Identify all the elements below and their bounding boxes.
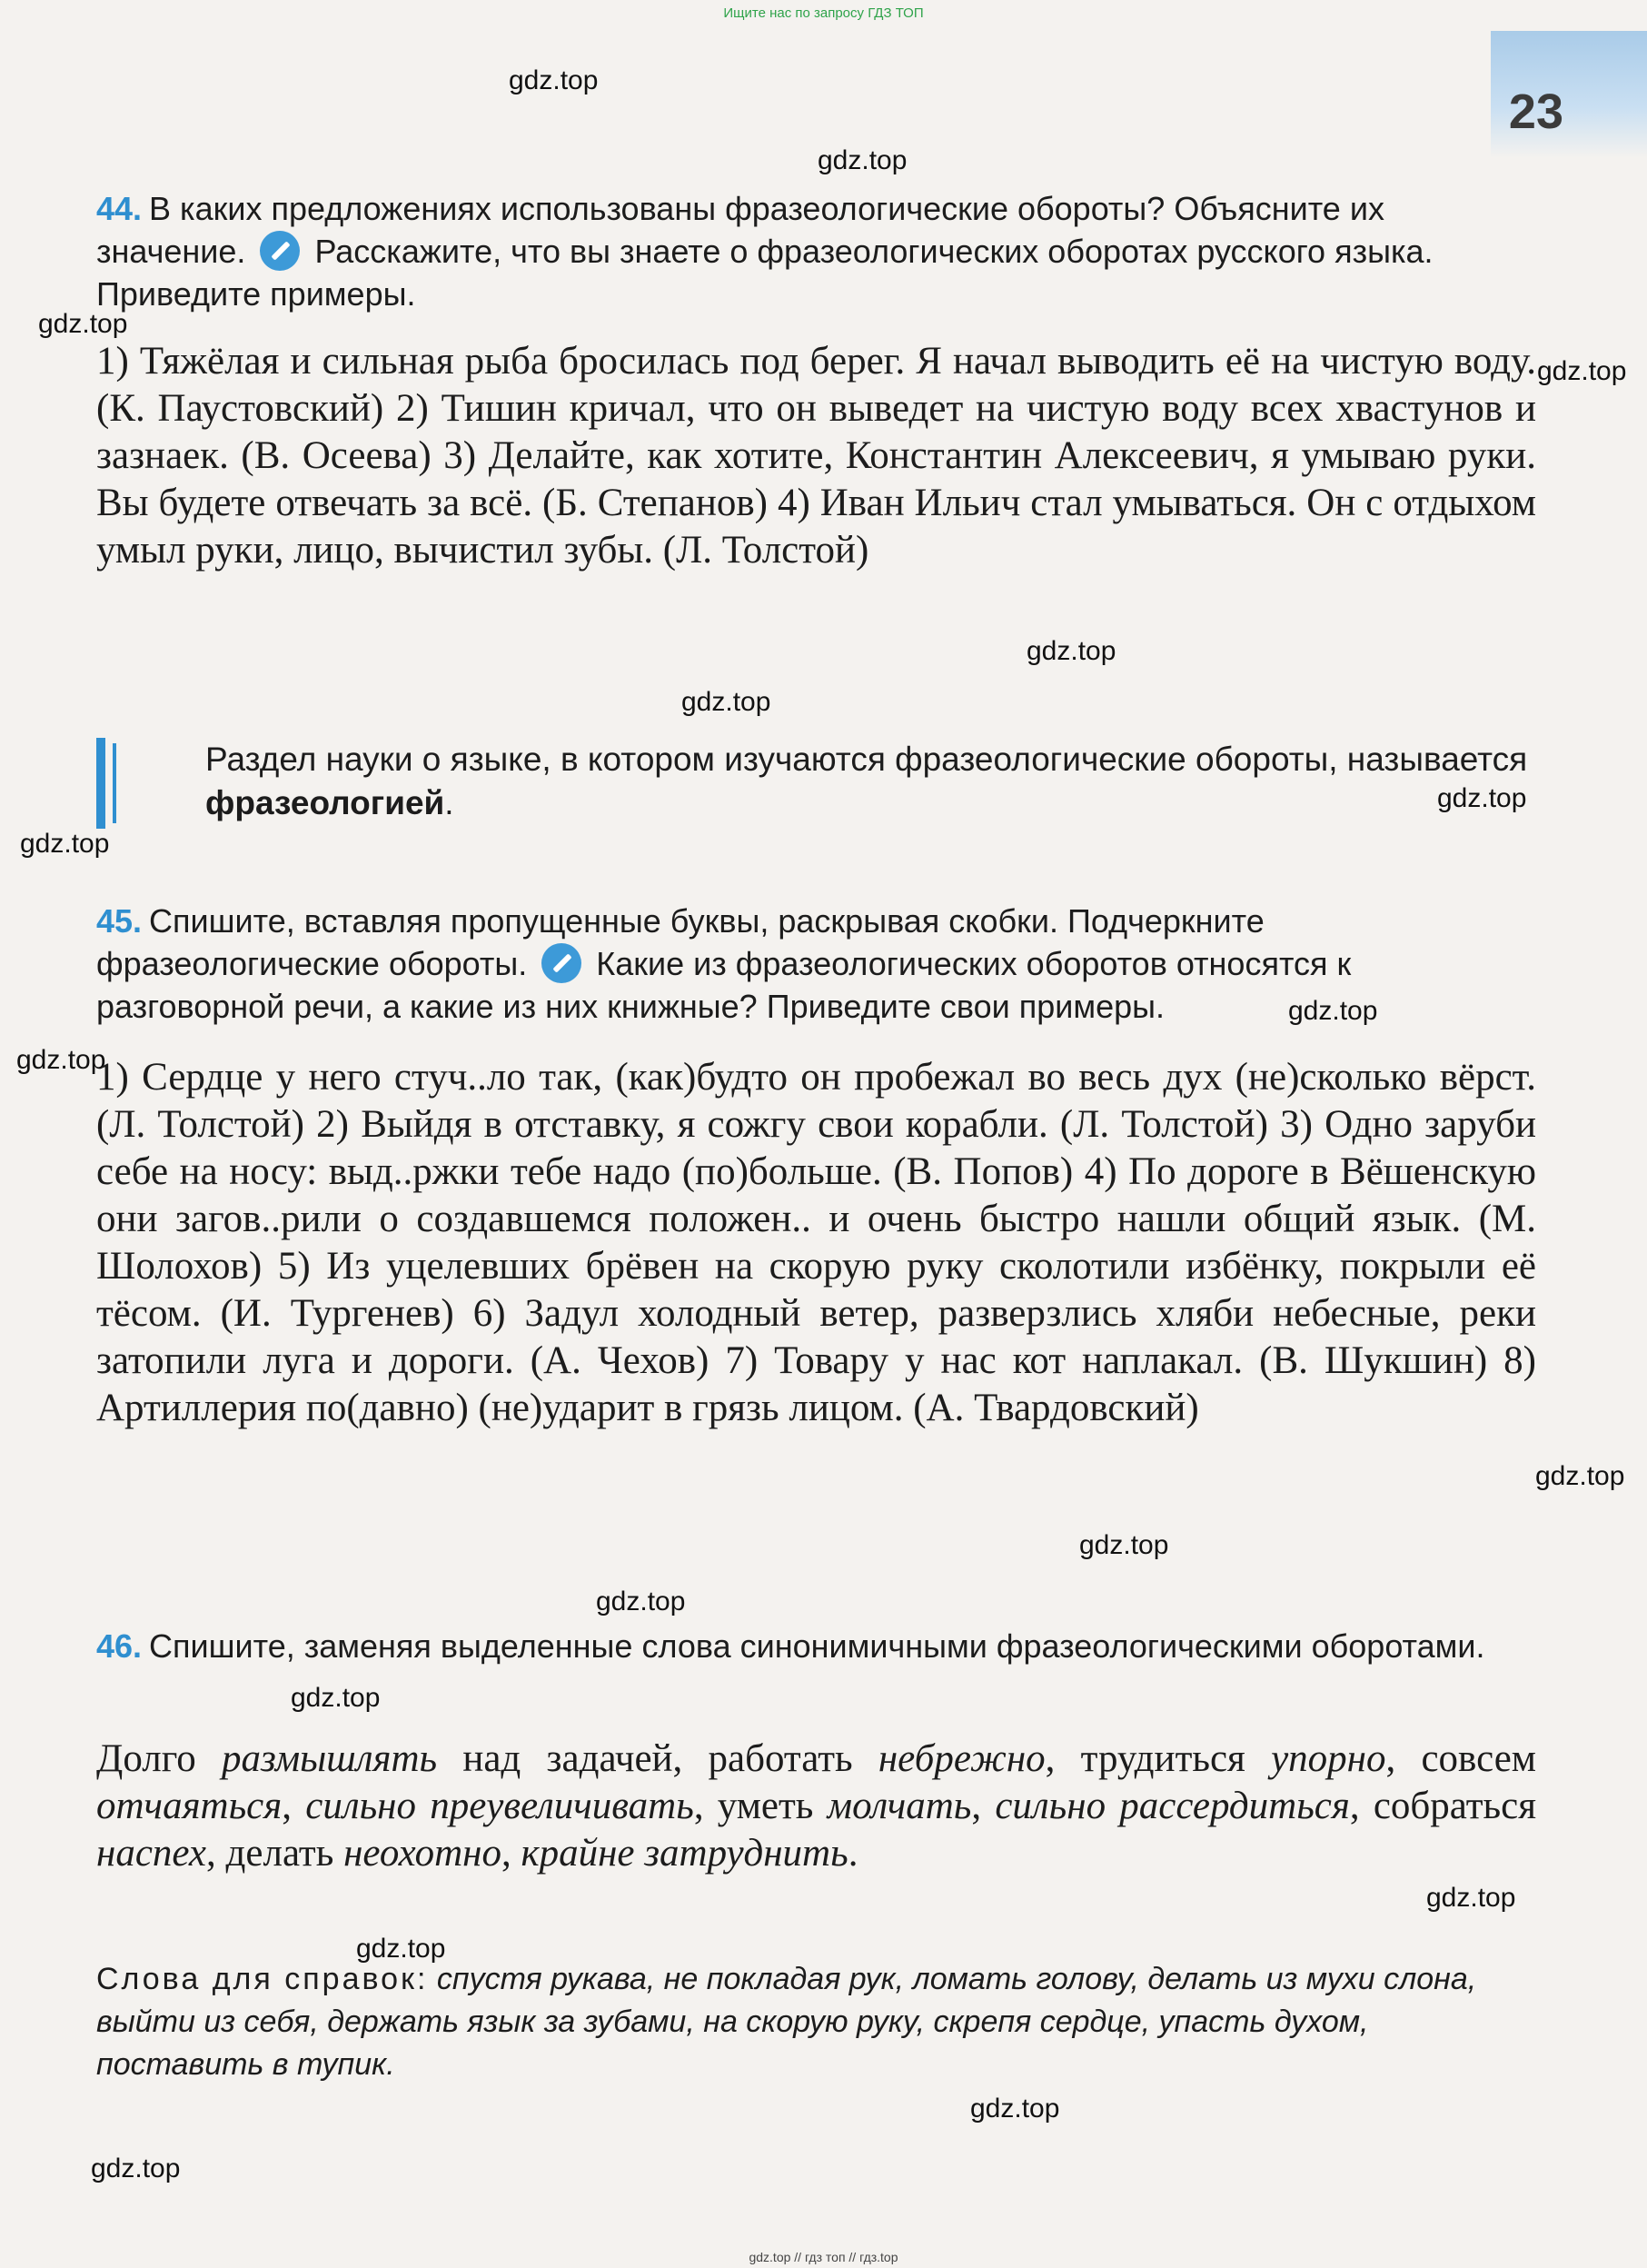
watermark: gdz.top xyxy=(1426,1883,1516,1913)
text-segment: , xyxy=(501,1832,521,1875)
reference-words xyxy=(96,1958,1536,2086)
highlighted-word: размышлять xyxy=(222,1737,438,1780)
watermark: gdz.top xyxy=(1079,1530,1169,1560)
highlighted-word: упорно xyxy=(1271,1737,1386,1780)
task-number: 45. xyxy=(96,902,143,940)
watermark: gdz.top xyxy=(291,1683,381,1713)
instruction-part: В каких предложениях использованы фразеологические обороты? Объясните их значение. xyxy=(96,190,1384,270)
text-segment: . xyxy=(848,1832,858,1875)
task-44-text: 1) Тяжёлая и сильная рыба бросилась под берег. Я начал выводить её на чистую воду. (К. Паустовский) 2) Тишин кричал, что он выведет на чистую воду всех хвастунов и зазнаек. (В. Осеева) 3) Делайте, как хотите, Константин Алексеевич, я умываю руки. Вы будете отвечать за всё. (Б. Степанов) 4) Иван Ильич стал умываться. Он с отдыхом умыл руки, лицо, вычистил зубы. (Л. Толстой) xyxy=(96,340,1536,572)
task-45-instruction xyxy=(96,900,1536,1028)
watermark: gdz.top xyxy=(16,1045,106,1075)
watermark: gdz.top xyxy=(38,309,128,339)
instruction-part: Расскажите, что вы знаете о фразеологических оборотах русского языка. Приведите примеры. xyxy=(96,233,1434,313)
pencil-icon xyxy=(260,231,300,271)
watermark: gdz.top xyxy=(1537,356,1627,386)
highlighted-word: отчаяться xyxy=(96,1785,283,1827)
task-45-text: 1) Сердце у него стуч..ло так, (как)будто он пробежал во весь дух (не)сколько вёрст. (Л. Толстой) 2) Выйдя в отставку, я сожгу свои корабли. (Л. Толстой) 3) Одно заруби себе на носу: выд..ржки тебе надо (по)больше. (В. Попов) 4) По дороге в Вёшенскую они загов..рили о создавшемся положен.. и очень быстро нашли общий язык. (М. Шолохов) 5) Из уцелевших брёвен на скорую руку сколотили избёнку, покрыли её тёсом. (И. Тургенев) 6) Задул холодный ветер, разверзлись хляби небесные, реки затопили луга и дороги. (А. Чехов) 7) Товару у нас кот наплакал. (В. Шукшин) 8) Артиллерия по(давно) (не)ударит в грязь лицом. (А. Твардовский) xyxy=(96,1056,1536,1429)
task-number: 46. xyxy=(96,1627,143,1665)
instruction-part: Спишите, заменяя выделенные слова синонимичными фразеологическими оборотами. xyxy=(149,1627,1485,1665)
rule-box xyxy=(96,738,1536,829)
pencil-icon xyxy=(541,943,581,983)
task-44-instruction xyxy=(96,187,1536,315)
highlighted-word: крайне затруднить xyxy=(521,1832,848,1875)
page-number: 23 xyxy=(1508,85,1563,139)
text-segment: Долго xyxy=(96,1737,223,1780)
highlighted-word: молчать xyxy=(827,1785,972,1827)
watermark: gdz.top xyxy=(1027,636,1116,666)
rule-marker xyxy=(96,738,105,829)
watermark: gdz.top xyxy=(970,2094,1060,2124)
watermark: gdz.top xyxy=(1535,1461,1625,1491)
text-segment: над задачей, работать xyxy=(437,1737,878,1780)
watermark: gdz.top xyxy=(356,1934,446,1964)
text-segment: , совсем xyxy=(1385,1737,1536,1780)
instruction-part: Какие из фразеологических оборотов относятся к разговорной речи, а какие из них книжные? Приведите свои примеры. xyxy=(96,945,1352,1025)
task-number: 44. xyxy=(96,190,143,227)
text-segment: , трудиться xyxy=(1045,1737,1272,1780)
rule-text xyxy=(205,738,1536,825)
rule-text-part: . xyxy=(444,784,454,821)
rule-marker xyxy=(113,743,116,823)
watermark: gdz.top xyxy=(509,65,599,95)
watermark: gdz.top xyxy=(1437,783,1527,813)
watermark: gdz.top xyxy=(91,2154,181,2183)
highlighted-word: наспех xyxy=(96,1832,207,1875)
reference-items: спустя рукава, не покладая рук, ломать голову, делать из мухи слона, выйти из себя, держать язык за зубами, на скорую руку, скрепя сердце, упасть духом, поставить в тупик. xyxy=(96,1962,1477,2082)
highlighted-word: неохотно xyxy=(343,1832,501,1875)
text-segment: , xyxy=(282,1785,306,1827)
task-46-text xyxy=(96,1736,1536,1877)
text-segment: , уметь xyxy=(693,1785,828,1827)
watermark: gdz.top xyxy=(681,687,771,717)
rule-text-part: Раздел науки о языке, в котором изучаются фразеологические обороты, называется xyxy=(205,741,1528,778)
watermark: gdz.top xyxy=(818,145,908,175)
watermark: gdz.top xyxy=(1288,996,1378,1026)
highlighted-word: сильно преувеличивать xyxy=(305,1785,694,1827)
reference-label: Слова для справок: xyxy=(96,1962,429,1996)
highlighted-word: небрежно xyxy=(878,1737,1046,1780)
task-46-instruction xyxy=(96,1625,1536,1667)
rule-term: фразеологией xyxy=(205,784,445,821)
instruction-part: Спишите, вставляя пропущенные буквы, раскрывая скобки. Подчеркните фразеологические обороты. xyxy=(96,902,1265,982)
highlighted-word: сильно рассердиться xyxy=(995,1785,1350,1827)
watermark: gdz.top xyxy=(20,829,110,859)
text-segment: , собраться xyxy=(1349,1785,1537,1827)
text-segment: , xyxy=(971,1785,996,1827)
footer: gdz.top // гдз топ // гдз.top xyxy=(749,2250,898,2264)
watermark: gdz.top xyxy=(596,1587,686,1616)
top-banner: Ищите нас по запросу ГДЗ ТОП xyxy=(723,5,924,21)
text-segment: , делать xyxy=(206,1832,344,1875)
